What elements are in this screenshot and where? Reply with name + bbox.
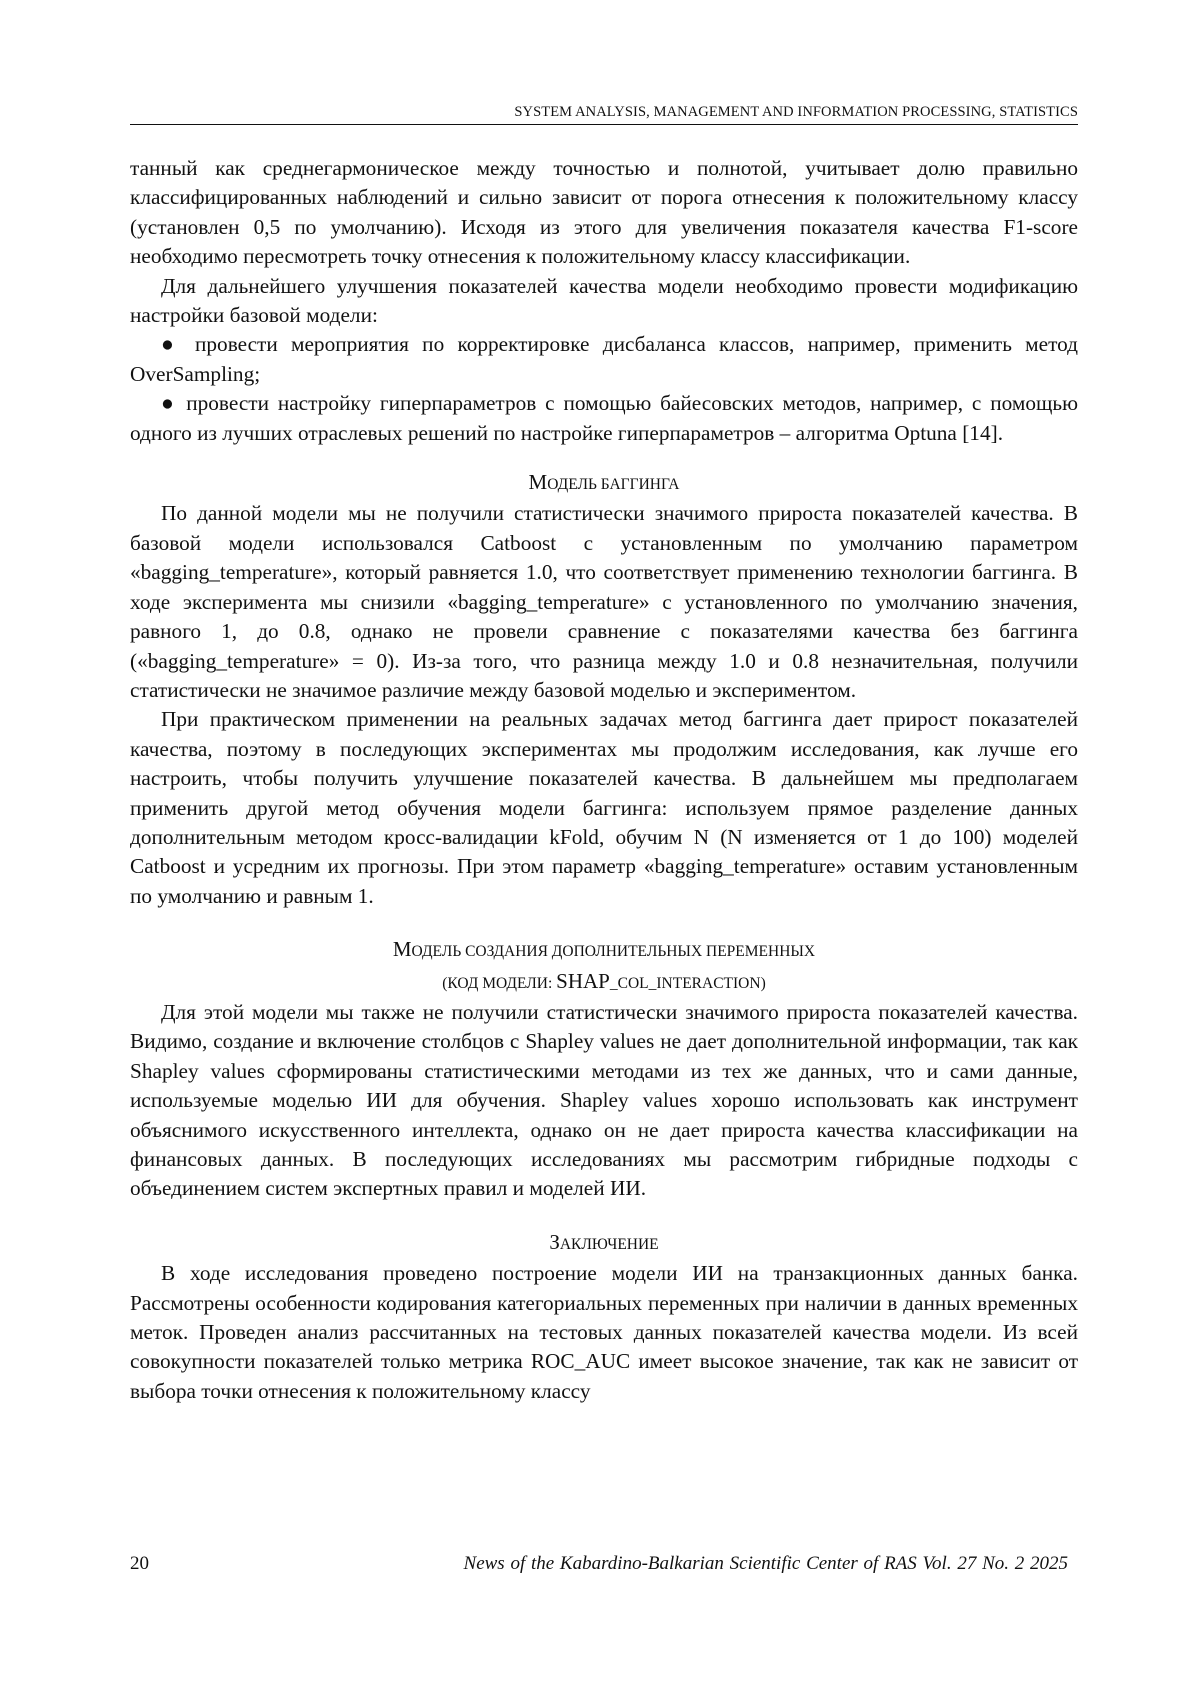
heading-initial: М — [392, 937, 412, 962]
section-heading-features — [130, 935, 1078, 998]
heading-line-2 — [130, 967, 1078, 998]
heading-rest: ОДЕЛЬ БАГГИНГА — [547, 476, 680, 494]
heading-code-cap: SHAP — [556, 968, 610, 993]
heading-code-rest: _COL_INTERACTION — [609, 974, 761, 992]
section-heading-bagging — [130, 468, 1078, 499]
paragraph-continued: танный как среднегармоническое между точностью и полнотой, учитывает долю правильно классифицированных наблюдений и сильно зависит от порога отнесения к положительному классу (установлен 0,5 по умолчанию). Исходя из этого для увеличения показателя качества F1-score необходимо пересмотреть точку отнесения к положительному классу классификации. — [130, 156, 1078, 269]
running-head: SYSTEM ANALYSIS, MANAGEMENT AND INFORMATION PROCESSING, STATISTICS — [514, 104, 1078, 120]
paragraph-conclusion-1: В ходе исследования проведено построение модели ИИ на транзакционных данных банка. Рассмотрены особенности кодирования категориальных переменных при наличии в данных временных меток. Проведен анализ рассчитанных на тестовых данных показателей качества модели. Из всей совокупности показателей только метрика ROC_AUC имеет высокое значение, так как не зависит от выбора точки отнесения к положительному классу — [130, 1261, 1078, 1403]
paragraph-features-1: Для этой модели мы также не получили статистически значимого прироста показателей качества. Видимо, создание и включение столбцов с Shapley values не дает дополнительной информации, так как Shapley values сформированы статистическими методами из тех же данных, что и сами данные, используемые моделью ИИ для обучения. Shapley values хорошо использовать как инструмент объяснимого искусственного интеллекта, однако он не дает прироста качества классификации на финансовых данных. В последующих исследованиях мы рассмотрим гибридные подходы с объединением систем экспертных правил и моделей ИИ. — [130, 999, 1078, 1201]
section-heading-conclusion — [130, 1228, 1078, 1259]
journal-footer: News of the Kabardino-Balkarian Scientific Center of RAS Vol. 27 No. 2 2025 — [463, 1553, 1068, 1574]
bullet-item-optuna: ● провести настройку гиперпараметров с помощью байесовских методов, например, с помощью одного из лучших отраслевых решений по настройке гиперпараметров – алгоритма Optuna [14]. — [130, 391, 1078, 445]
heading-initial: М — [528, 470, 548, 495]
heading-rest: ОДЕЛЬ СОЗДАНИЯ ДОПОЛНИТЕЛЬНЫХ ПЕРЕМЕННЫХ — [411, 943, 816, 961]
paragraph-bagging-2: При практическом применении на реальных задачах метод баггинга дает прирост показателей качества, поэтому в последующих экспериментах мы продолжим исследования, как лучше его настроить, чтобы получить улучшение показателей качества. В дальнейшем мы предполагаем применить другой метод обучения модели баггинга: используем прямое разделение данных дополнительным методом кросс-валидации kFold, обучим N (N изменяется от 1 до 100) моделей Catboost и усредним их прогнозы. При этом параметр «bagging_temperature» оставим установленным по умолчанию и равным 1. — [130, 707, 1078, 908]
heading-rest: АКЛЮЧЕНИЕ — [559, 1235, 659, 1253]
paragraph-modification: Для дальнейшего улучшения показателей качества модели необходимо провести модификацию настройки базовой модели: — [130, 273, 1078, 328]
heading-initial: З — [549, 1229, 560, 1254]
bullet-item-oversampling: ● провести мероприятия по корректировке дисбаланса классов, например, применить метод OverSampling; — [130, 332, 1078, 386]
paragraph-bagging-1: По данной модели мы не получили статистически значимого прироста показателей качества. В базовой модели использовался Catboost с установленным по умолчанию параметром «bagging_temperature», который равняется 1.0, что соответствует применению технологии баггинга. В ходе эксперимента мы снизили «bagging_temperature» с установленного по умолчанию значения, равного 1, до 0.8, однако не провели сравнение с показателями качества без баггинга («bagging_temperature» = 0). Из-за того, что разница между 1.0 и 0.8 незначительная, получили статистически не значимое различие между базовой моделью и экспериментом. — [130, 501, 1078, 702]
article-body — [130, 154, 1078, 1406]
page-number: 20 — [130, 1553, 149, 1574]
header-rule — [130, 124, 1078, 125]
heading-line-1 — [392, 937, 816, 962]
heading-code-prefix: (КОД МОДЕЛИ: — [442, 974, 557, 992]
heading-code-suffix: ) — [760, 974, 766, 992]
